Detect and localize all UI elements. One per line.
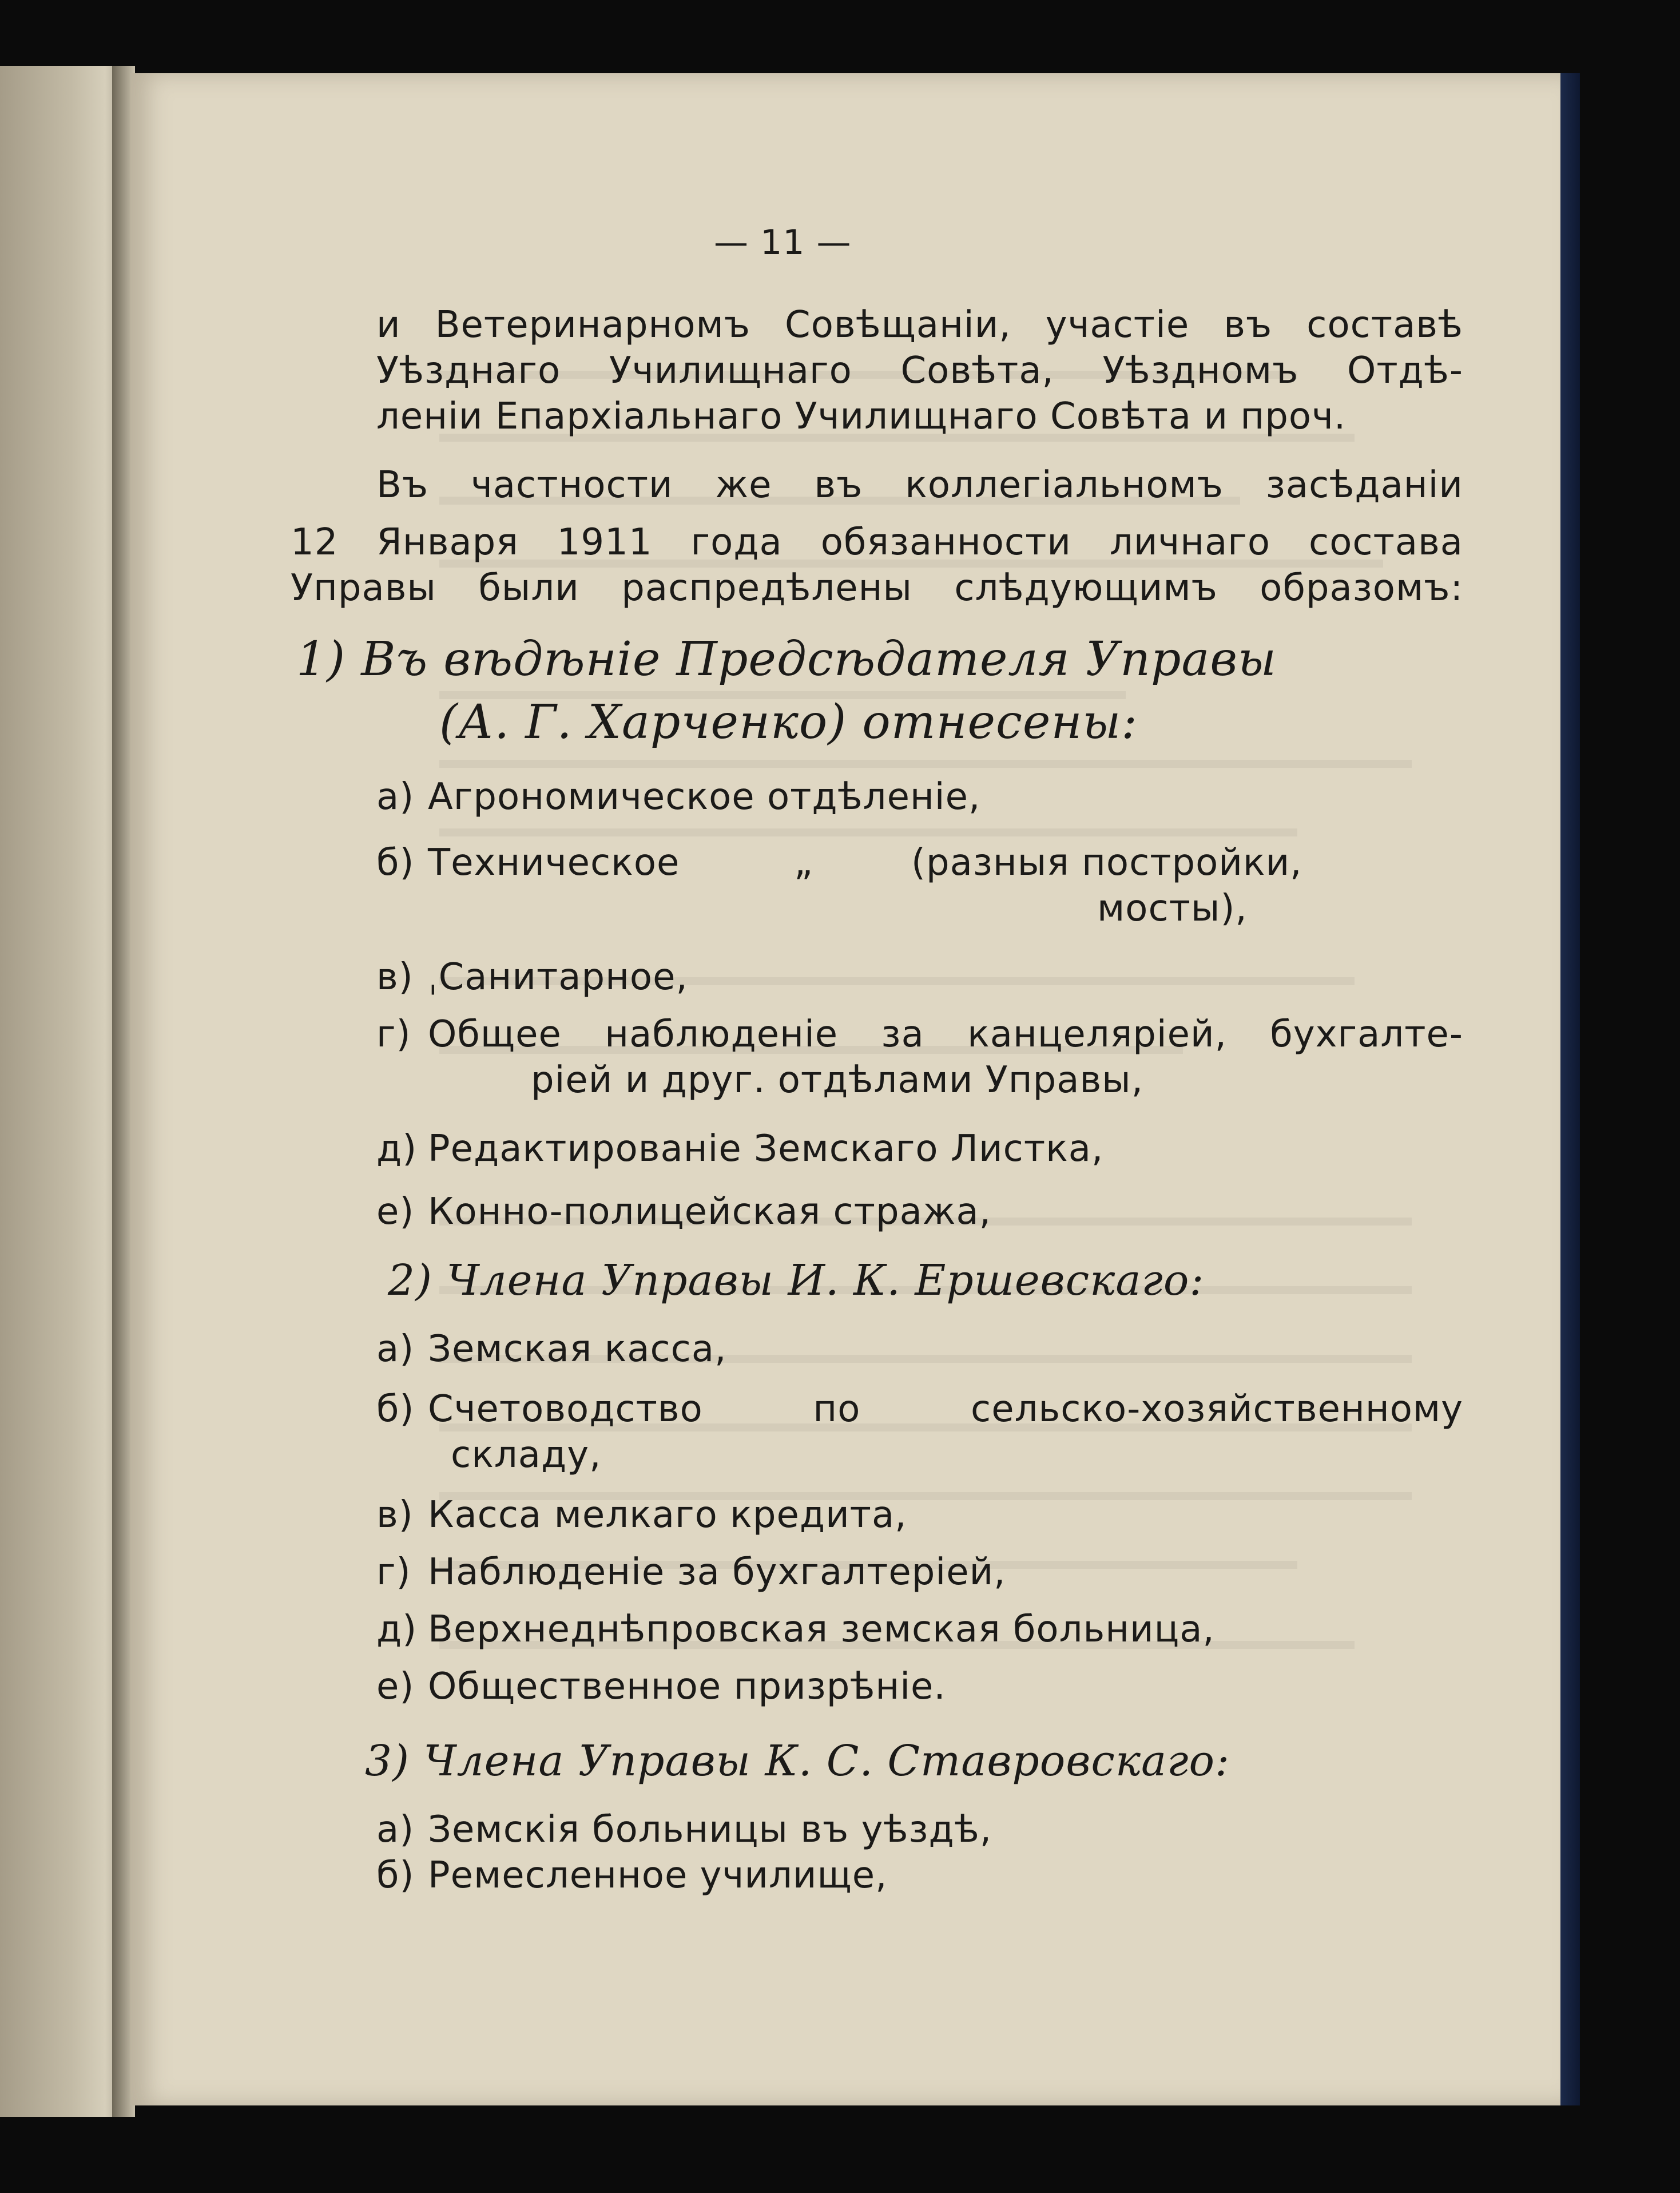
s1-item-e-marker: е): [376, 1191, 415, 1233]
s1-item-d-marker: д): [376, 1128, 418, 1170]
s1-item-v-text: ˌСанитарное,: [428, 956, 688, 998]
paragraph-line-1: Въ частности же въ коллегіальномъ засѣданіи: [376, 464, 1463, 506]
intro-line-2: Уѣзднаго Училищнаго Совѣта, Уѣздномъ Отдѣ-: [376, 350, 1463, 392]
s1-item-g: [376, 1012, 1463, 1057]
s2-item-a: [376, 1326, 726, 1372]
s1-item-v-marker: в): [376, 956, 414, 998]
s1-item-v: [376, 954, 688, 1000]
s2-item-e: [376, 1664, 946, 1710]
paragraph-line-2: 12 Января 1911 года обязанности личнаго состава: [291, 521, 1463, 564]
page-text: [130, 73, 1560, 2105]
s2-item-d-text: Верхнеднѣпровская земская больница,: [428, 1608, 1215, 1651]
s2-item-a-marker: а): [376, 1328, 415, 1370]
s1-item-b-note-2: мосты),: [1097, 887, 1248, 930]
s1-item-e-text: Конно-полицейская стража,: [428, 1191, 991, 1233]
s2-item-d-marker: д): [376, 1608, 418, 1651]
s2-item-g-marker: г): [376, 1551, 411, 1593]
section2-heading: 2) Члена Управы И. К. Ершевскаго:: [388, 1256, 1205, 1305]
s3-item-a: [376, 1807, 992, 1853]
s3-item-b-text: Ремесленное училище,: [428, 1854, 888, 1897]
s2-item-a-text: Земская касса,: [428, 1328, 727, 1370]
s1-item-d-text: Редактированіе Земскаго Листка,: [428, 1128, 1104, 1170]
s1-item-g-text-2: ріей и друг. отдѣлами Управы,: [531, 1059, 1144, 1101]
s2-item-v: [376, 1492, 907, 1538]
s3-item-a-marker: а): [376, 1809, 415, 1851]
s2-item-b-marker: б): [376, 1388, 415, 1430]
s3-item-a-text: Земскія больницы въ уѣздѣ,: [428, 1809, 992, 1851]
s3-item-b-marker: б): [376, 1854, 415, 1897]
s2-item-b-text-1: Счетоводство по сельско-хозяйственному: [428, 1388, 1463, 1430]
s1-item-b: [376, 840, 680, 886]
s1-item-b-marker: б): [376, 842, 415, 884]
s2-item-g-text: Наблюденіе за бухгалтеріей,: [428, 1551, 1006, 1593]
s1-item-a-text: Агрономическое отдѣленіе,: [428, 776, 981, 818]
intro-line-1: и Ветеринарномъ Совѣщаніи, участіе въ составѣ: [376, 304, 1463, 346]
s2-item-e-text: Общественное призрѣніе.: [428, 1665, 946, 1708]
s2-item-v-text: Касса мелкаго кредита,: [428, 1494, 907, 1536]
s1-item-b-text: Техническое: [428, 842, 680, 884]
s1-item-a-marker: а): [376, 776, 415, 818]
s1-item-b-ditto: „: [794, 842, 814, 884]
s2-item-e-marker: е): [376, 1665, 415, 1708]
section1-heading-line-1: 1) Въ вѣдѣніе Предсѣдателя Управы: [296, 632, 1277, 687]
s3-item-b: [376, 1853, 887, 1898]
s1-item-b-note-1: (разныя постройки,: [911, 842, 1302, 884]
section3-heading: 3) Члена Управы К. С. Ставровскаго:: [365, 1736, 1230, 1786]
intro-line-3: леніи Епархіальнаго Училищнаго Совѣта и проч.: [376, 395, 1347, 438]
s2-item-v-marker: в): [376, 1494, 414, 1536]
s2-item-b-text-2: складу,: [451, 1434, 602, 1476]
s2-item-g: [376, 1549, 1006, 1595]
s2-item-b: [376, 1386, 1463, 1432]
s1-item-a: [376, 774, 980, 820]
s1-item-g-marker: г): [376, 1013, 411, 1056]
s1-item-e: [376, 1189, 991, 1235]
book-cover-edge: [1560, 73, 1580, 2105]
section1-heading-line-2: (А. Г. Харченко) отнесены:: [439, 695, 1138, 749]
book-page: [130, 73, 1560, 2105]
paragraph-line-3: Управы были распредѣлены слѣдующимъ образомъ:: [291, 567, 1463, 609]
page-number: — 11 —: [714, 223, 852, 263]
s1-item-d: [376, 1126, 1103, 1172]
s1-item-g-text-1: Общее наблюденіе за канцеляріей, бухгалте-: [428, 1013, 1463, 1056]
s2-item-d: [376, 1607, 1215, 1652]
